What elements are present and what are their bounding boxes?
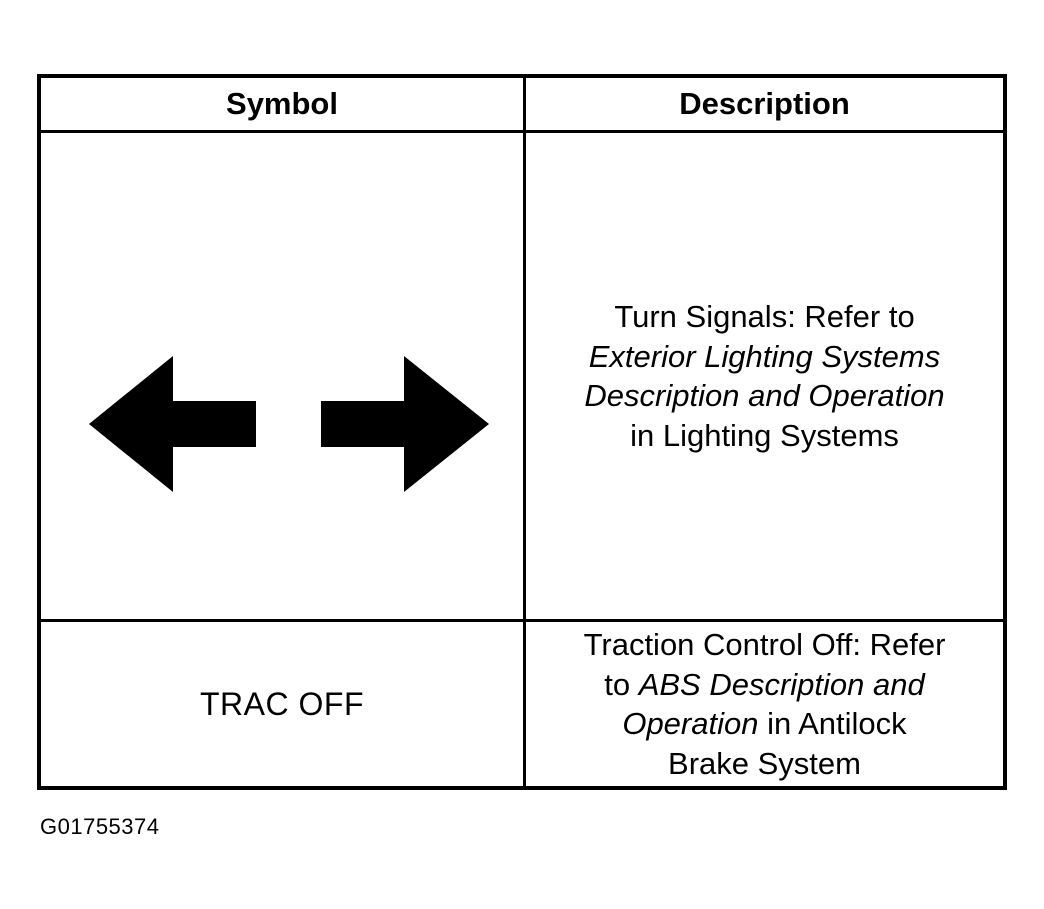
trac-off-description-line: Brake System — [668, 745, 861, 781]
symbol-cell-turn-signals — [41, 133, 523, 619]
trac-off-description-text: in Antilock — [758, 706, 907, 741]
trac-off-description-line: Traction Control Off: Refer — [583, 627, 946, 662]
trac-off-symbol-text: TRAC OFF — [200, 685, 364, 722]
header-symbol: Symbol — [226, 86, 338, 121]
turn-signals-reference-title: Exterior Lighting Systems — [588, 338, 941, 374]
trac-off-reference-title: ABS Description and — [638, 666, 925, 702]
right-arrow-icon — [321, 356, 489, 492]
trac-off-description-text: to — [604, 666, 639, 702]
trac-off-description — [584, 625, 946, 783]
header-description: Description — [679, 86, 850, 121]
turn-signals-description — [584, 297, 944, 455]
trac-off-reference-title: Operation — [622, 706, 759, 741]
symbol-cell-trac-off — [41, 622, 523, 786]
left-arrow-icon — [89, 356, 256, 492]
turn-signals-reference-title: Description and Operation — [584, 378, 945, 413]
turn-signal-arrows-icon — [89, 356, 489, 492]
description-cell-trac-off — [526, 622, 1003, 786]
symbol-description-table — [37, 74, 1007, 790]
figure-id: G01755374 — [40, 814, 160, 839]
turn-signals-description-line: Turn Signals: Refer to — [614, 299, 915, 334]
description-cell-turn-signals — [526, 133, 1003, 619]
turn-signals-description-line: in Lighting Systems — [630, 417, 899, 453]
